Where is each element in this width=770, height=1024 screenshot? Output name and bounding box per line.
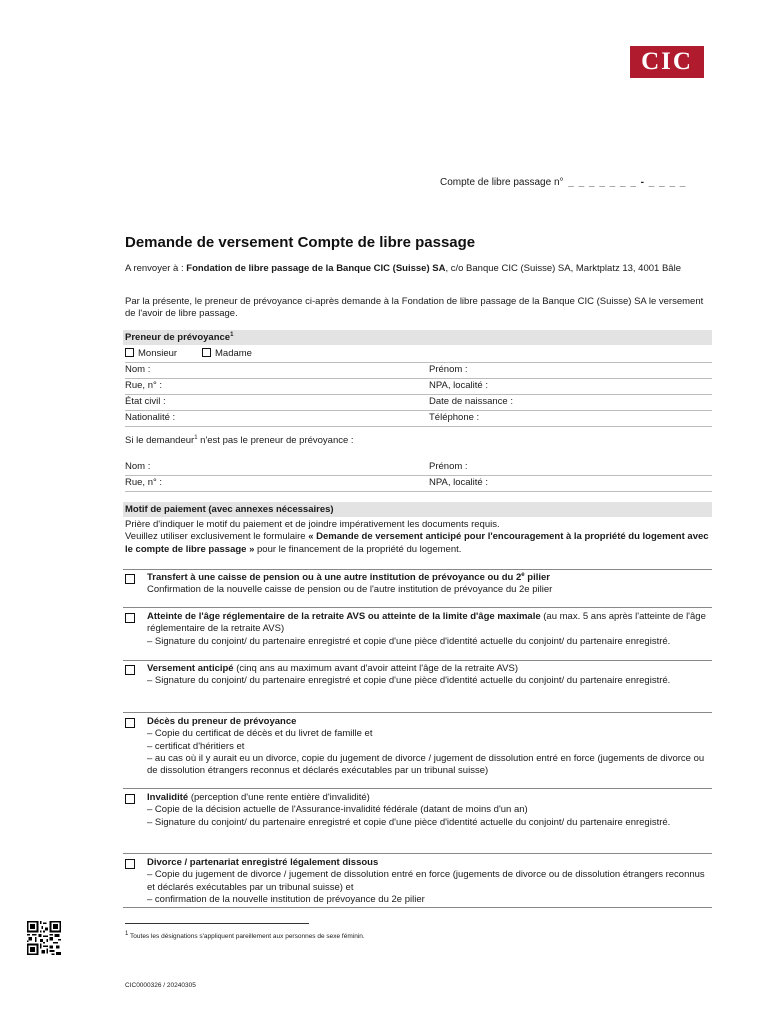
- option-disability[interactable]: [125, 792, 715, 846]
- checkbox-disability[interactable]: [125, 794, 135, 804]
- option-transfer[interactable]: [125, 572, 715, 600]
- salutation-monsieur[interactable]: [125, 348, 177, 360]
- account-number-field[interactable]: [440, 176, 686, 189]
- option-line: – Copie du certificat de décès et du livret de famille et: [147, 728, 373, 740]
- field-label: NPA, localité :: [429, 380, 488, 391]
- cic-logo: CIC: [630, 46, 704, 78]
- option-title: Décès du preneur de prévoyance: [147, 716, 297, 727]
- option-line: – Signature du conjoint/ du partenaire enregistré et copie d'une pièce d'identité actuelle du conjoint/ du partenaire enregistré.: [147, 675, 671, 687]
- applicant-intro-sup: 1: [194, 434, 198, 441]
- field-label: NPA, localité :: [429, 477, 488, 488]
- return-prefix: A renvoyer à :: [125, 263, 187, 274]
- option-divorce[interactable]: [125, 857, 715, 905]
- field-label: Prénom :: [429, 364, 468, 375]
- policyholder-heading-text: Preneur de prévoyance: [125, 332, 231, 343]
- option-line: – au cas où il y aurait eu un divorce, copie du jugement de divorce / jugement de dissolution entré en force (jugements de divorce ou de dissolution étrangers reconnus et déclarés exécutables par un tribunal suisse): [147, 753, 705, 777]
- footnote-divider: [125, 923, 309, 924]
- page-title: Demande de versement Compte de libre passage: [125, 234, 476, 251]
- checkbox-early-withdrawal[interactable]: [125, 665, 135, 675]
- checkbox-retirement[interactable]: [125, 613, 135, 623]
- applicant-intro-b: n'est pas le preneur de prévoyance :: [197, 435, 354, 446]
- form-row[interactable]: [125, 475, 712, 492]
- footnote-text: Toutes les désignations s'appliquent pareillement aux personnes de sexe féminin.: [128, 933, 365, 940]
- option-retirement[interactable]: [125, 611, 715, 659]
- field-label: État civil :: [125, 396, 166, 407]
- option-line: – Signature du conjoint/ du partenaire enregistré et copie d'une pièce d'identité actuelle du conjoint/ du partenaire enregistré.: [147, 816, 671, 828]
- option-death[interactable]: [125, 716, 715, 780]
- applicant-intro: [125, 435, 715, 447]
- checkbox-divorce[interactable]: [125, 859, 135, 869]
- field-label: Nom :: [125, 461, 151, 472]
- form-row[interactable]: [125, 394, 712, 411]
- option-line: – confirmation de la nouvelle institution de prévoyance du 2e pilier: [147, 894, 425, 906]
- return-org: Fondation de libre passage de la Banque CIC (Suisse) SA: [186, 263, 446, 274]
- return-address-text: , c/o Banque CIC (Suisse) SA, Marktplatz 13, 4001 Bâle: [445, 263, 681, 274]
- field-label: Prénom :: [429, 461, 468, 472]
- option-title: Invalidité: [147, 792, 189, 803]
- applicant-intro-a: Si le demandeur: [125, 435, 195, 446]
- payment-reason-heading: Motif de paiement (avec annexes nécessaires): [123, 502, 712, 517]
- policyholder-heading-sup: 1: [230, 331, 234, 338]
- form-row[interactable]: [125, 410, 712, 427]
- option-note: (perception d'une rente entière d'invalidité): [188, 792, 370, 803]
- form-row[interactable]: [125, 459, 712, 476]
- option-title: Versement anticipé: [147, 663, 234, 674]
- option-title-sup: e: [521, 571, 525, 578]
- footnote: [125, 930, 365, 941]
- checkbox-transfer[interactable]: [125, 574, 135, 584]
- form-row[interactable]: [125, 378, 712, 395]
- intro-text: Par la présente, le preneur de prévoyance ci-après demande à la Fondation de libre passage de la Banque CIC (Suisse) SA le versement de l'avoir de libre passage.: [125, 296, 704, 320]
- divider: [123, 907, 712, 908]
- reason-instructions: [125, 519, 715, 556]
- checkbox-monsieur[interactable]: [125, 348, 134, 357]
- divider: [123, 712, 712, 713]
- policyholder-heading: [123, 330, 712, 345]
- footnote-sup: 1: [125, 930, 129, 937]
- option-note: (cinq ans au maximum avant d'avoir atteint l'âge de la retraite AVS): [233, 663, 518, 674]
- option-title: Divorce / partenariat enregistré légalement dissous: [147, 857, 379, 868]
- field-label: Nom :: [125, 364, 151, 375]
- option-line: – Copie de la décision actuelle de l'Assurance-invalidité fédérale (datant de moins d'un an): [147, 804, 528, 816]
- qr-code-icon: [27, 921, 61, 955]
- reason-line2a: Veuillez utiliser exclusivement le formulaire: [125, 531, 309, 543]
- salutation-madame-label: Madame: [215, 348, 252, 359]
- return-address: [125, 263, 715, 275]
- option-line: – Signature du conjoint/ du partenaire enregistré et copie d'une pièce d'identité actuelle du conjoint/ du partenaire enregistré.: [147, 635, 671, 647]
- divider: [123, 853, 712, 854]
- reason-line2c: pour le financement de la propriété du logement.: [254, 543, 462, 555]
- form-row[interactable]: [125, 362, 712, 379]
- checkbox-death[interactable]: [125, 718, 135, 728]
- reason-line2b: « Demande de versement anticipé pour l'encouragement à la propriété du logement avec le compte de libre passage »: [125, 531, 709, 555]
- divider: [123, 569, 712, 570]
- option-line: Confirmation de la nouvelle caisse de pension ou de l'autre institution de prévoyance du 2e pilier: [147, 584, 553, 596]
- option-note: (au max. 5 ans après l'atteinte de l'âge réglementaire de la retraite AVS): [147, 611, 706, 635]
- option-line: – certificat d'héritiers et: [147, 740, 245, 752]
- divider: [123, 660, 712, 661]
- option-early-withdrawal[interactable]: [125, 663, 715, 703]
- salutation-row: [125, 347, 712, 363]
- account-number-blanks: _ _ _ _ _ _ _ - _ _ _ _: [568, 177, 687, 188]
- reason-line1: Prière d'indiquer le motif du paiement et de joindre impérativement les documents requis.: [125, 519, 500, 530]
- account-number-label: Compte de libre passage n°: [440, 177, 564, 188]
- field-label: Rue, n° :: [125, 477, 163, 488]
- option-title: Atteinte de l'âge réglementaire de la retraite AVS ou atteinte de la limite d'âge maximale: [147, 611, 541, 622]
- divider: [123, 607, 712, 608]
- field-label: Nationalité :: [125, 412, 176, 423]
- option-title-end: pilier: [524, 572, 550, 583]
- option-title: Transfert à une caisse de pension ou à une autre institution de prévoyance ou du 2: [147, 572, 522, 583]
- field-label: Téléphone :: [429, 412, 480, 423]
- checkbox-madame[interactable]: [202, 348, 211, 357]
- field-label: Date de naissance :: [429, 396, 513, 407]
- document-id: CIC0000326 / 20240305: [125, 982, 196, 989]
- salutation-monsieur-label: Monsieur: [138, 348, 178, 359]
- option-line: – Copie du jugement de divorce / jugement de dissolution entré en force (jugements de divorce ou de dissolution étrangers reconnus et déclarés exécutables par un tribunal suisse) et: [147, 869, 705, 893]
- reason-line2: [125, 531, 715, 556]
- field-label: Rue, n° :: [125, 380, 163, 391]
- salutation-madame[interactable]: [202, 348, 252, 360]
- divider: [123, 788, 712, 789]
